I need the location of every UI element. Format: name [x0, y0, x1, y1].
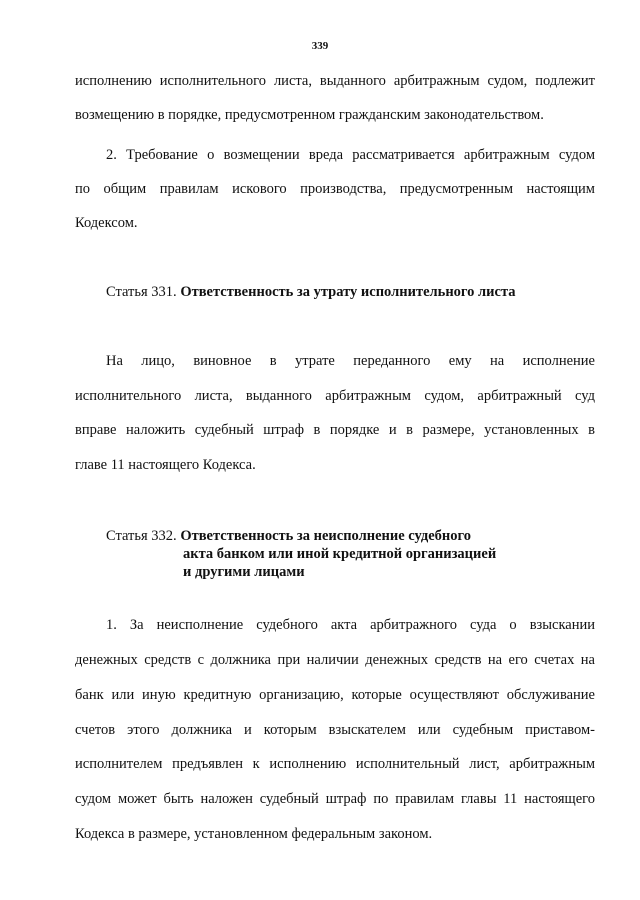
page-number: 339: [311, 40, 329, 52]
article-title: Ответственность за неисполнение судебного: [180, 528, 471, 544]
paragraph-line: денежных средств с должника при наличии денежных средств на его счетах на: [75, 652, 595, 668]
paragraph-line: вправе наложить судебный штраф в порядке и в размере, установленных в: [75, 422, 595, 438]
article-heading: [106, 527, 471, 545]
paragraph-line: судом может быть наложен судебный штраф по правилам главы 11 настоящего: [75, 791, 595, 807]
paragraph-line: банк или иную кредитную организацию, которые осуществляют обслуживание: [75, 687, 595, 703]
paragraph-line: возмещению в порядке, предусмотренном гражданским законодательством.: [75, 107, 544, 123]
article-number: Статья 331.: [106, 284, 177, 300]
paragraph-line: исполнению исполнительного листа, выданного арбитражным судом, подлежит: [75, 73, 595, 89]
article-title: и другими лицами: [183, 564, 305, 580]
paragraph-line: Кодекса в размере, установленном федеральным законом.: [75, 826, 433, 842]
article-number: Статья 332.: [106, 528, 177, 544]
paragraph-line: исполнительного листа, выданного арбитражным судом, арбитражный суд: [75, 388, 595, 404]
article-heading: [106, 283, 516, 301]
article-title: акта банком или иной кредитной организацией: [183, 546, 497, 562]
paragraph-line: Кодексом.: [75, 215, 138, 231]
paragraph-line: исполнителем предъявлен к исполнению исполнительный лист, арбитражным: [75, 756, 595, 772]
article-title: Ответственность за утрату исполнительного листа: [180, 284, 516, 300]
paragraph-line: главе 11 настоящего Кодекса.: [75, 457, 256, 473]
paragraph-line: 1. За неисполнение судебного акта арбитражного суда о взыскании: [106, 617, 595, 633]
paragraph-line: по общим правилам искового производства, предусмотренным настоящим: [75, 181, 595, 197]
paragraph-line: 2. Требование о возмещении вреда рассматривается арбитражным судом: [106, 147, 595, 163]
paragraph-line: счетов этого должника и которым взыскателем или судебным приставом-: [75, 722, 595, 738]
paragraph-line: На лицо, виновное в утрате переданного ему на исполнение: [106, 353, 595, 369]
